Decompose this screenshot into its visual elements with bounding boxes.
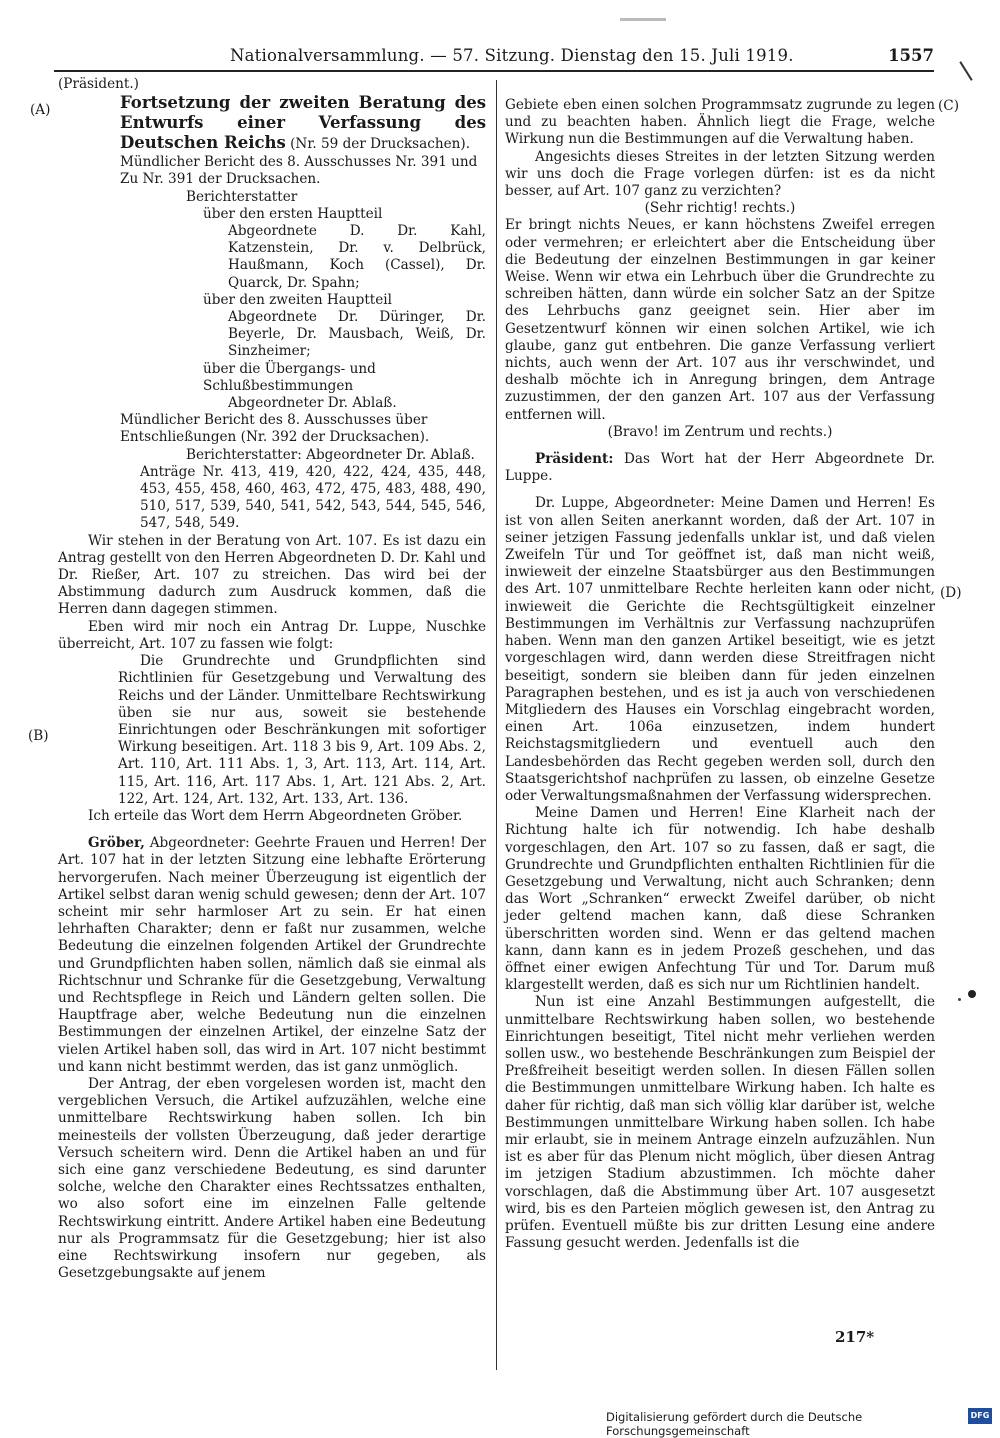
signature-mark: 217* [835,1328,875,1346]
speaker-name: Gröber, [88,835,145,852]
paragraph-text: über den ersten Hauptteil [203,205,383,222]
paragraph-text: (Bravo! im Zentrum und rechts.) [607,423,833,440]
paragraph [505,495,935,805]
paragraph [186,447,486,464]
paragraph-text: Mündlicher Bericht des 8. Ausschusses über Entschließungen (Nr. 392 der Drucksachen). [120,412,430,446]
paragraph [228,395,486,412]
paragraph [140,464,486,533]
paragraph-text: Berichterstatter: Abgeordneter Dr. Ablaß. [186,446,475,463]
paragraph-text: Anträge Nr. 413, 419, 420, 422, 424, 435, 448, 453, 455, 458, 460, 463, 472, 475, 483, 488, 490, 510, 517, 539, 540, 541, 542, 543, 544, 545, 546, 547, 548, 549. [140,463,486,532]
paragraph [58,76,486,93]
speaker-name: Präsident: [535,451,614,468]
paragraph-text: über den zweiten Hauptteil [203,291,392,308]
paragraph [58,533,486,619]
paragraph-text: Fortsetzung der zweiten Beratung des Entwurfs einer Verfassung des Deutschen Reichs [120,93,486,153]
scan-smudge [620,18,666,21]
footer-credit: Digitalisierung gefördert durch die Deutsche Forschungsgemeinschaft [606,1410,863,1438]
paragraph [58,1076,486,1282]
paragraph-gap [505,485,935,495]
paragraph [203,206,486,223]
paragraph [505,217,935,423]
paragraph [203,361,486,395]
paragraph [228,309,486,361]
paragraph-text: Abgeordnete D. Dr. Kahl, Katzenstein, Dr. v. Delbrück, Haußmann, Koch (Cassel), Dr. Quarck, Dr. Spahn; [228,223,486,291]
paragraph-text: Angesichts dieses Streites in der letzten Sitzung werden wir uns doch die Frage vorlegen dürfen: ist es da nicht besser, auf Art. 107 ganz zu verzichten? [505,148,935,200]
paragraph-text: Eben wird mir noch ein Antrag Dr. Luppe, Nuschke überreicht, Art. 107 zu fassen wie folgt: [58,618,486,652]
column-divider [496,80,497,1370]
dfg-logo: DFG [968,1408,992,1424]
running-head: Nationalversammlung. — 57. Sitzung. Dienstag den 15. Juli 1919. [230,46,794,65]
paragraph-text: Meine Damen und Herren! Eine Klarheit nach der Richtung halte ich für notwendig. Ich habe deshalb vorgeschlagen, den Art. 107 so zu fassen, daß er sagt, die Grundrechte und Grundpflichten enthalten Richtlinien für die Gesetzgebung und Verwaltung, nicht auch Schranken; denn das Wort „Schranken“ erweckt Zweifel darüber, ob nicht jeder geltend machen kann, daß diese Schranken überschritten worden sind. Wenn er das geltend machen kann, dann kann es in jedem Prozeß geschehen, und das öffnet einer ewigen Anfechtung Tür und Tor. Darum muß klargestellt werden, daß es sich nur um Richtlinien handelt. [505,805,935,994]
paragraph [505,97,935,149]
paragraph-text: Ich erteile das Wort dem Herrn Abgeordneten Gröber. [88,807,463,824]
margin-marker-c: (C) [938,98,960,114]
paragraph [118,653,486,808]
paragraph-gap [58,825,486,835]
left-column [58,76,486,1282]
paragraph [186,189,486,206]
header-rule [54,70,934,72]
paragraph-text: Dr. Luppe, Abgeordneter: Meine Damen und Herren! Es ist von allen Seiten anerkannt worden, daß der Art. 107 in seiner jetzigen Fassung jedenfalls unklar ist, und daß vielen Zweifeln Tür und Tor geöffnet ist, daß man nicht weiß, inwieweit der einzelne Staatsbürger aus den Bestimmungen des Art. 107 unmittelbare Rechte herleiten kann oder nicht, inwieweit die Gerichte die Rechtsgültigkeit einzelner Bestimmungen im Verhältnis zur Verfassung nachzuprüfen haben. Wenn man den ganzen Artikel beseitigt, wie es jetzt vorgeschlagen wird, dann werden diese Streitfragen nicht beseitigt, sondern sie bleiben dann für jeden einzelnen Paragraphen bestehen, und es ist ja auch von verschiedenen Mitgliedern des Hauses ein Vorschlag eingebracht worden, einen Art. 106a einzusetzen, indem hundert Reichstagsmitgliedern und eventuell auch den Landesbehörden das Recht gegeben werden soll, durch den Staatsgerichtshof nachprüfen zu lassen, ob einzelne Gesetze oder Verwaltungsmaßnahmen der Verfassung widersprechen. [505,495,935,804]
paragraph-text: Die Grundrechte und Grundpflichten sind Richtlinien für Gesetzgebung und Verwaltung des Reichs und der Länder. Unmittelbare Rechtswirkung üben sie nur aus, soweit sie bestehende Einrichtungen oder Beschränkungen mit sofortiger Wirkung beseitigen. Art. 118 3 bis 9, Art. 109 Abs. 2, Art. 110, Art. 111 Abs. 1, 3, Art. 113, Art. 114, Art. 115, Art. 116, Art. 117 Abs. 1, Art. 121 Abs. 2, Art. 122, Art. 124, Art. 132, Art. 133, Art. 136. [118,653,486,807]
paragraph [58,835,486,1076]
ink-dot [968,990,976,998]
paragraph [228,223,486,292]
paragraph [505,149,935,201]
paragraph-text: Abgeordnete Dr. Düringer, Dr. Beyerle, Dr. Mausbach, Weiß, Dr. Sinzheimer; [228,309,486,360]
paragraph [120,93,486,154]
right-column [505,97,935,1252]
reference-note: (Nr. 59 der Drucksachen). [285,136,471,153]
paragraph [58,619,486,653]
paragraph-text: (Präsident.) [58,76,139,92]
paragraph-text: Gebiete eben einen solchen Programmsatz zugrunde zu legen und zu beachten haben. Ähnlich liegt die Frage, welche Wirkung nun die Bestimmungen auf die Verwaltung haben. [505,97,935,148]
margin-marker-d: (D) [940,585,962,601]
paragraph-text: Abgeordneter Dr. Ablaß. [228,395,397,412]
paragraph [505,424,935,441]
margin-marker-b: (B) [28,728,49,744]
paragraph [120,412,486,446]
paragraph-text: Wir stehen in der Beratung von Art. 107. Es ist dazu ein Antrag gestellt von den Herren Abgeordneten D. Dr. Kahl und Dr. Rießer, Art. 107 zu streichen. Das wird bei der Abstimmung dadurch zum Ausdruck kommen, daß die Herren dann dagegen stimmen. [58,532,486,618]
paragraph [58,808,486,825]
paragraph-text: Abgeordneter: Geehrte Frauen und Herren! Der Art. 107 hat in der letzten Sitzung eine lebhafte Erörterung hervorgerufen. Nach meiner Überzeugung ist eigentlich der Artikel selbst daran wenig schuld gewesen; denn der Art. 107 scheint mir sehr harmloser Art zu sein. Er hat einen lehrhaften Charakter; denn er faßt nur zusammen, welche Bedeutung die einzelnen folgenden Artikel der Grundrechte und Grundpflichten haben sollen, nämlich daß sie einmal als Richtschnur und Schranke für die Gesetzgebung, Verwaltung und Rechtspflege in Reich und Ländern gelten sollen. Die Hauptfrage aber, welche Bedeutung nun die einzelnen Bestimmungen der einzelnen Artikel, der einzelne Satz der vielen Artikel haben soll, das wird in Art. 107 nicht bestimmt und kann nicht bestimmt werden, das ist ganz unmöglich. [58,835,486,1075]
paragraph-text: Das Wort hat der Herr Abgeordnete Dr. Luppe. [505,451,935,485]
paragraph-text: Der Antrag, der eben vorgelesen worden ist, macht den vergeblichen Versuch, die Artikel aufzuzählen, welche eine unmittelbare Rechtswirkung haben sollen. Ich bin meinesteils der vollsten Überzeugung, daß jeder derartige Versuch scheitern wird. Denn die Artikel haben an und für sich eine ganz verschiedene Bedeutung, es sind darunter solche, welche den Charakter eines Rechtssatzes enthalten, wo also sofort eine im einzelnen Falle geltende Rechtswirkung eintritt. Andere Artikel haben eine Bedeutung nur als Programmsatz für die Gesetzgebung; hier ist also eine Rechtswirkung insofern nur gegeben, als Gesetzgebungsakte auf jenem [58,1075,486,1282]
paragraph [120,154,486,188]
paragraph [505,994,935,1252]
paragraph-text: Berichterstatter [186,188,298,205]
paragraph [203,292,486,309]
paragraph-text: Er bringt nichts Neues, er kann höchstens Zweifel erregen oder vermehren; er erleichtert aber die Entscheidung über die Bedeutung der einzelnen Bestimmungen in gar keiner Weise. Wenn wir etwa ein Lehrbuch über die Grundrechte zu schreiben hätten, dann würde ein solcher Satz an der Spitze des Lehrbuchs ganz geeignet sein. Hier aber im Gesetzentwurf können wir einen solchen Artikel, wie ich glaube, ganz gut entbehren. Die ganze Verfassung verliert nichts, auch wenn der Art. 107 aus ihr verschwindet, und deshalb möchte ich in Anregung bringen, dem Antrage zuzustimmen, der den ganzen Art. 107 aus der Verfassung entfernen will. [505,217,935,423]
scan-corner-mark [959,61,972,81]
page-number: 1557 [888,46,934,65]
paragraph [505,200,935,217]
paragraph-text: Nun ist eine Anzahl Bestimmungen aufgestellt, die unmittelbare Rechtswirkung haben sollen, wo bestehende Einrichtungen beseitigt, Titel nicht mehr verliehen werden sollen usw., wo bestehende Beschränkungen zum Beispiel der Preßfreiheit beseitigt werden sollen. In diesen Fällen sollen die Bestimmungen unmittelbare Wirkung haben. Ich halte es daher für richtig, daß man sich völlig klar darüber ist, welche Bestimmungen unmittelbare Wirkung haben sollen. Ich habe mir erlaubt, sie in meinem Antrage einzeln aufzuzählen. Nun ist es aber für das Plenum nicht möglich, über diesen Antrag im jetzigen Stadium abzustimmen. Ich möchte daher vorschlagen, daß die Abstimmung über Art. 107 ausgesetzt wird, bis es den Parteien möglich gewesen ist, den Antrag zu prüfen. Eventuell müßte bis zur dritten Lesung eine andere Fassung gesucht werden. Jedenfalls ist die [505,994,935,1252]
paragraph [505,805,935,994]
paragraph [505,451,935,485]
paragraph-text: (Sehr richtig! rechts.) [644,200,796,217]
paragraph-text: über die Übergangs- und Schlußbestimmungen [203,360,376,394]
page-header [40,44,940,70]
paragraph-text: Mündlicher Bericht des 8. Ausschusses Nr. 391 und Zu Nr. 391 der Drucksachen. [120,154,478,188]
paragraph-gap [505,441,935,451]
ink-dot-small [958,998,961,1001]
margin-marker-a: (A) [30,102,51,118]
